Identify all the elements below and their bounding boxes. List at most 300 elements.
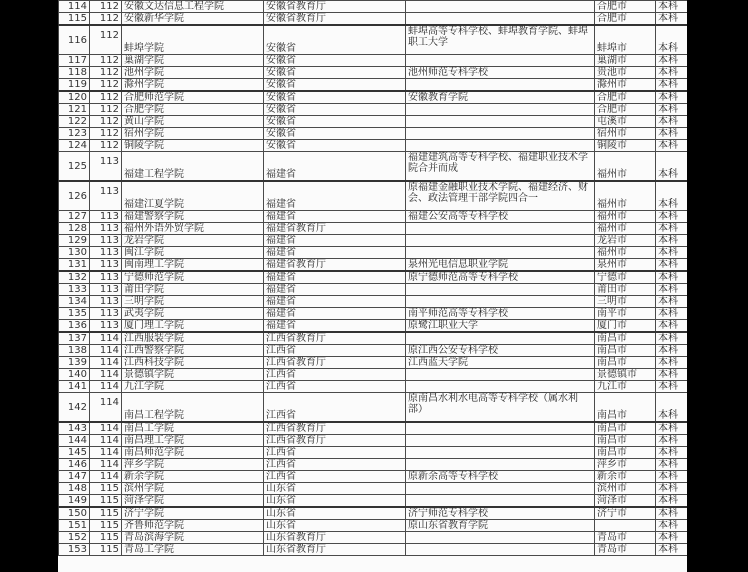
school-name-cell[interactable]: 宁德师范学院 xyxy=(122,271,264,284)
province-code-cell[interactable]: 114 xyxy=(90,369,122,381)
city-cell[interactable]: 合肥市 xyxy=(595,1,656,13)
city-cell[interactable]: 南昌市 xyxy=(595,332,656,345)
province-code-cell[interactable]: 115 xyxy=(90,495,122,508)
basis-cell[interactable]: 福建建筑高等专科学校、福建职业技术学院合并而成 xyxy=(406,152,595,182)
row-number-cell[interactable]: 119 xyxy=(59,79,90,92)
province-code-cell[interactable]: 113 xyxy=(90,296,122,308)
province-code-cell[interactable]: 114 xyxy=(90,447,122,459)
basis-cell[interactable] xyxy=(406,532,595,544)
table-row xyxy=(59,116,688,128)
row-number-cell[interactable]: 136 xyxy=(59,320,90,333)
basis-cell[interactable] xyxy=(406,369,595,381)
province-code-cell[interactable]: 114 xyxy=(90,345,122,357)
province-code-cell[interactable]: 112 xyxy=(90,25,122,55)
city-cell[interactable]: 铜陵市 xyxy=(595,140,656,152)
row-number-cell[interactable]: 115 xyxy=(59,13,90,26)
authority-cell[interactable]: 安徽省 xyxy=(264,140,406,152)
table-row xyxy=(59,271,688,284)
row-number-cell[interactable]: 150 xyxy=(59,507,90,520)
province-code-cell[interactable]: 112 xyxy=(90,116,122,128)
authority-cell[interactable]: 山东省 xyxy=(264,507,406,520)
authority-cell[interactable]: 山东省 xyxy=(264,495,406,508)
level-cell[interactable]: 本科 xyxy=(656,116,688,128)
school-name-cell[interactable]: 青岛滨海学院 xyxy=(122,532,264,544)
basis-cell[interactable]: 池州师范专科学校 xyxy=(406,67,595,79)
school-name-cell[interactable]: 江西服装学院 xyxy=(122,332,264,345)
authority-cell[interactable]: 山东省教育厅 xyxy=(264,544,406,556)
row-number-cell[interactable]: 153 xyxy=(59,544,90,556)
row-number-cell[interactable]: 147 xyxy=(59,471,90,483)
province-code-cell[interactable]: 113 xyxy=(90,211,122,223)
city-cell[interactable]: 南平市 xyxy=(595,308,656,320)
city-cell[interactable]: 合肥市 xyxy=(595,13,656,26)
province-code-cell[interactable]: 112 xyxy=(90,55,122,67)
row-number-cell[interactable]: 135 xyxy=(59,308,90,320)
city-cell[interactable]: 菏泽市 xyxy=(595,495,656,508)
province-code-cell[interactable]: 115 xyxy=(90,507,122,520)
province-code-cell[interactable]: 113 xyxy=(90,247,122,259)
basis-cell[interactable]: 福建公安高等专科学校 xyxy=(406,211,595,223)
city-cell[interactable]: 宁德市 xyxy=(595,271,656,284)
authority-cell[interactable]: 安徽省 xyxy=(264,116,406,128)
school-name-cell[interactable]: 济宁学院 xyxy=(122,507,264,520)
authority-cell[interactable]: 安徽省 xyxy=(264,104,406,116)
row-number-cell[interactable]: 151 xyxy=(59,520,90,532)
table-row xyxy=(59,332,688,345)
school-name-cell[interactable]: 龙岩学院 xyxy=(122,235,264,247)
level-cell[interactable]: 本科 xyxy=(656,369,688,381)
province-code-cell[interactable]: 112 xyxy=(90,1,122,13)
city-cell[interactable]: 巢湖市 xyxy=(595,55,656,67)
school-name-cell[interactable]: 景德镇学院 xyxy=(122,369,264,381)
level-cell[interactable]: 本科 xyxy=(656,507,688,520)
province-code-cell[interactable]: 112 xyxy=(90,128,122,140)
city-cell[interactable]: 福州市 xyxy=(595,181,656,211)
row-number-cell[interactable]: 126 xyxy=(59,181,90,211)
table-row xyxy=(59,152,688,182)
province-code-cell[interactable]: 114 xyxy=(90,332,122,345)
table-row xyxy=(59,320,688,333)
school-name-cell[interactable]: 南昌师范学院 xyxy=(122,447,264,459)
basis-cell[interactable]: 原宁德师范高等专科学校 xyxy=(406,271,595,284)
table-row xyxy=(59,435,688,447)
authority-cell[interactable]: 江西省 xyxy=(264,447,406,459)
basis-cell[interactable]: 江西蓝天学院 xyxy=(406,357,595,369)
basis-cell[interactable]: 原新余高等专科学校 xyxy=(406,471,595,483)
school-name-cell[interactable]: 江西警察学院 xyxy=(122,345,264,357)
authority-cell[interactable]: 安徽省教育厅 xyxy=(264,1,406,13)
basis-cell[interactable] xyxy=(406,116,595,128)
school-name-cell[interactable]: 池州学院 xyxy=(122,67,264,79)
school-name-cell[interactable]: 安徽新华学院 xyxy=(122,13,264,26)
level-cell[interactable]: 本科 xyxy=(656,181,688,211)
level-cell[interactable]: 本科 xyxy=(656,345,688,357)
level-cell[interactable]: 本科 xyxy=(656,471,688,483)
authority-cell[interactable]: 江西省 xyxy=(264,393,406,423)
city-cell[interactable]: 福州市 xyxy=(595,223,656,235)
table-row xyxy=(59,532,688,544)
basis-cell[interactable] xyxy=(406,284,595,296)
city-cell[interactable]: 贵池市 xyxy=(595,67,656,79)
school-name-cell[interactable]: 滨州学院 xyxy=(122,483,264,495)
row-number-cell[interactable]: 134 xyxy=(59,296,90,308)
authority-cell[interactable]: 安徽省 xyxy=(264,25,406,55)
authority-cell[interactable]: 福建省 xyxy=(264,247,406,259)
level-cell[interactable]: 本科 xyxy=(656,435,688,447)
basis-cell[interactable]: 原鹭江职业大学 xyxy=(406,320,595,333)
school-name-cell[interactable]: 菏泽学院 xyxy=(122,495,264,508)
row-number-cell[interactable]: 125 xyxy=(59,152,90,182)
row-number-cell[interactable]: 123 xyxy=(59,128,90,140)
basis-cell[interactable] xyxy=(406,544,595,556)
level-cell[interactable]: 本科 xyxy=(656,284,688,296)
row-number-cell[interactable]: 127 xyxy=(59,211,90,223)
city-cell[interactable]: 九江市 xyxy=(595,381,656,393)
level-cell[interactable]: 本科 xyxy=(656,104,688,116)
basis-cell[interactable] xyxy=(406,435,595,447)
basis-cell[interactable] xyxy=(406,247,595,259)
table-row xyxy=(59,104,688,116)
authority-cell[interactable]: 福建省 xyxy=(264,271,406,284)
authority-cell[interactable]: 江西省 xyxy=(264,369,406,381)
level-cell[interactable]: 本科 xyxy=(656,25,688,55)
school-name-cell[interactable]: 闽南理工学院 xyxy=(122,259,264,272)
level-cell[interactable]: 本科 xyxy=(656,235,688,247)
authority-cell[interactable]: 山东省 xyxy=(264,483,406,495)
basis-cell[interactable]: 原江西公安专科学校 xyxy=(406,345,595,357)
province-code-cell[interactable]: 113 xyxy=(90,181,122,211)
basis-cell[interactable]: 南平师范高等专科学校 xyxy=(406,308,595,320)
table-row xyxy=(59,1,688,13)
city-cell[interactable]: 合肥市 xyxy=(595,104,656,116)
level-cell[interactable]: 本科 xyxy=(656,67,688,79)
row-number-cell[interactable]: 132 xyxy=(59,271,90,284)
province-code-cell[interactable]: 112 xyxy=(90,104,122,116)
row-number-cell[interactable]: 152 xyxy=(59,532,90,544)
authority-cell[interactable]: 福建省 xyxy=(264,296,406,308)
school-name-cell[interactable]: 福州外语外贸学院 xyxy=(122,223,264,235)
row-number-cell[interactable]: 116 xyxy=(59,25,90,55)
province-code-cell[interactable]: 113 xyxy=(90,223,122,235)
row-number-cell[interactable]: 118 xyxy=(59,67,90,79)
authority-cell[interactable]: 安徽省 xyxy=(264,91,406,104)
level-cell[interactable]: 本科 xyxy=(656,532,688,544)
authority-cell[interactable]: 福建省教育厅 xyxy=(264,223,406,235)
school-name-cell[interactable]: 武夷学院 xyxy=(122,308,264,320)
basis-cell[interactable] xyxy=(406,422,595,435)
basis-cell[interactable]: 济宁师范专科学校 xyxy=(406,507,595,520)
school-name-cell[interactable]: 合肥学院 xyxy=(122,104,264,116)
city-cell[interactable]: 福州市 xyxy=(595,152,656,182)
level-cell[interactable]: 本科 xyxy=(656,320,688,333)
level-cell[interactable]: 本科 xyxy=(656,357,688,369)
province-code-cell[interactable]: 113 xyxy=(90,271,122,284)
school-name-cell[interactable]: 青岛工学院 xyxy=(122,544,264,556)
school-name-cell[interactable]: 闽江学院 xyxy=(122,247,264,259)
authority-cell[interactable]: 福建省 xyxy=(264,211,406,223)
province-code-cell[interactable]: 114 xyxy=(90,422,122,435)
row-number-cell[interactable]: 142 xyxy=(59,393,90,423)
province-code-cell[interactable]: 114 xyxy=(90,471,122,483)
row-number-cell[interactable]: 149 xyxy=(59,495,90,508)
school-name-cell[interactable]: 蚌埠学院 xyxy=(122,25,264,55)
city-cell[interactable]: 南昌市 xyxy=(595,393,656,423)
level-cell[interactable]: 本科 xyxy=(656,140,688,152)
province-code-cell[interactable]: 114 xyxy=(90,381,122,393)
level-cell[interactable]: 本科 xyxy=(656,447,688,459)
city-cell[interactable]: 景德镇市 xyxy=(595,369,656,381)
province-code-cell[interactable]: 114 xyxy=(90,435,122,447)
row-number-cell[interactable]: 145 xyxy=(59,447,90,459)
city-cell[interactable]: 泉州市 xyxy=(595,259,656,272)
city-cell[interactable]: 青岛市 xyxy=(595,532,656,544)
province-code-cell[interactable]: 114 xyxy=(90,393,122,423)
level-cell[interactable]: 本科 xyxy=(656,247,688,259)
city-cell[interactable]: 厦门市 xyxy=(595,320,656,333)
basis-cell[interactable]: 原山东省教育学院 xyxy=(406,520,595,532)
row-number-cell[interactable]: 121 xyxy=(59,104,90,116)
school-name-cell[interactable]: 南昌工程学院 xyxy=(122,393,264,423)
table-row xyxy=(59,459,688,471)
authority-cell[interactable]: 福建省 xyxy=(264,320,406,333)
province-code-cell[interactable]: 112 xyxy=(90,13,122,26)
level-cell[interactable]: 本科 xyxy=(656,459,688,471)
province-code-cell[interactable]: 114 xyxy=(90,459,122,471)
city-cell[interactable]: 宿州市 xyxy=(595,128,656,140)
level-cell[interactable]: 本科 xyxy=(656,223,688,235)
row-number-cell[interactable]: 122 xyxy=(59,116,90,128)
school-name-cell[interactable]: 福建工程学院 xyxy=(122,152,264,182)
school-name-cell[interactable]: 九江学院 xyxy=(122,381,264,393)
level-cell[interactable]: 本科 xyxy=(656,271,688,284)
school-name-cell[interactable]: 三明学院 xyxy=(122,296,264,308)
row-number-cell[interactable]: 137 xyxy=(59,332,90,345)
row-number-cell[interactable]: 148 xyxy=(59,483,90,495)
authority-cell[interactable]: 江西省教育厅 xyxy=(264,332,406,345)
level-cell[interactable]: 本科 xyxy=(656,381,688,393)
basis-cell[interactable] xyxy=(406,128,595,140)
basis-cell[interactable] xyxy=(406,296,595,308)
authority-cell[interactable]: 安徽省 xyxy=(264,79,406,92)
school-name-cell[interactable]: 新余学院 xyxy=(122,471,264,483)
city-cell[interactable]: 合肥市 xyxy=(595,91,656,104)
authority-cell[interactable]: 江西省教育厅 xyxy=(264,422,406,435)
province-code-cell[interactable]: 113 xyxy=(90,308,122,320)
province-code-cell[interactable]: 113 xyxy=(90,152,122,182)
authority-cell[interactable]: 江西省教育厅 xyxy=(264,357,406,369)
province-code-cell[interactable]: 112 xyxy=(90,67,122,79)
city-cell[interactable]: 屯溪市 xyxy=(595,116,656,128)
basis-cell[interactable] xyxy=(406,1,595,13)
city-cell[interactable]: 南昌市 xyxy=(595,422,656,435)
authority-cell[interactable]: 山东省教育厅 xyxy=(264,532,406,544)
authority-cell[interactable]: 安徽省 xyxy=(264,67,406,79)
province-code-cell[interactable]: 112 xyxy=(90,140,122,152)
city-cell[interactable]: 南昌市 xyxy=(595,435,656,447)
authority-cell[interactable]: 福建省 xyxy=(264,152,406,182)
school-name-cell[interactable]: 厦门理工学院 xyxy=(122,320,264,333)
table-row xyxy=(59,55,688,67)
city-cell[interactable]: 南昌市 xyxy=(595,447,656,459)
basis-cell[interactable]: 原南昌水利水电高等专科学校（属水利部） xyxy=(406,393,595,423)
school-name-cell[interactable]: 铜陵学院 xyxy=(122,140,264,152)
province-code-cell[interactable]: 115 xyxy=(90,483,122,495)
basis-cell[interactable] xyxy=(406,104,595,116)
school-name-cell[interactable]: 福建警察学院 xyxy=(122,211,264,223)
table-row xyxy=(59,128,688,140)
table-row xyxy=(59,471,688,483)
city-cell[interactable] xyxy=(595,520,656,532)
province-code-cell[interactable]: 113 xyxy=(90,259,122,272)
basis-cell[interactable]: 泉州光电信息职业学院 xyxy=(406,259,595,272)
level-cell[interactable]: 本科 xyxy=(656,495,688,508)
city-cell[interactable]: 龙岩市 xyxy=(595,235,656,247)
province-code-cell[interactable]: 113 xyxy=(90,235,122,247)
province-code-cell[interactable]: 114 xyxy=(90,357,122,369)
city-cell[interactable]: 滨州市 xyxy=(595,483,656,495)
authority-cell[interactable]: 安徽省教育厅 xyxy=(264,13,406,26)
table-row xyxy=(59,345,688,357)
province-code-cell[interactable]: 113 xyxy=(90,284,122,296)
table-row xyxy=(59,284,688,296)
authority-cell[interactable]: 江西省教育厅 xyxy=(264,435,406,447)
basis-cell[interactable] xyxy=(406,223,595,235)
row-number-cell[interactable]: 144 xyxy=(59,435,90,447)
school-name-cell[interactable]: 南昌工学院 xyxy=(122,422,264,435)
basis-cell[interactable] xyxy=(406,381,595,393)
level-cell[interactable]: 本科 xyxy=(656,79,688,92)
province-code-cell[interactable]: 112 xyxy=(90,91,122,104)
row-number-cell[interactable]: 143 xyxy=(59,422,90,435)
school-name-cell[interactable]: 宿州学院 xyxy=(122,128,264,140)
level-cell[interactable]: 本科 xyxy=(656,259,688,272)
level-cell[interactable]: 本科 xyxy=(656,308,688,320)
school-name-cell[interactable]: 滁州学院 xyxy=(122,79,264,92)
school-name-cell[interactable]: 萍乡学院 xyxy=(122,459,264,471)
authority-cell[interactable]: 江西省 xyxy=(264,381,406,393)
province-code-cell[interactable]: 113 xyxy=(90,320,122,333)
authority-cell[interactable]: 福建省教育厅 xyxy=(264,259,406,272)
city-cell[interactable]: 青岛市 xyxy=(595,544,656,556)
table-row xyxy=(59,544,688,556)
level-cell[interactable]: 本科 xyxy=(656,296,688,308)
authority-cell[interactable]: 安徽省 xyxy=(264,128,406,140)
level-cell[interactable]: 本科 xyxy=(656,393,688,423)
basis-cell[interactable] xyxy=(406,459,595,471)
province-code-cell[interactable]: 115 xyxy=(90,544,122,556)
basis-cell[interactable]: 安徽教育学院 xyxy=(406,91,595,104)
level-cell[interactable]: 本科 xyxy=(656,211,688,223)
authority-cell[interactable]: 福建省 xyxy=(264,235,406,247)
authority-cell[interactable]: 江西省 xyxy=(264,459,406,471)
city-cell[interactable]: 蚌埠市 xyxy=(595,25,656,55)
school-name-cell[interactable]: 福建江夏学院 xyxy=(122,181,264,211)
level-cell[interactable]: 本科 xyxy=(656,55,688,67)
row-number-cell[interactable]: 138 xyxy=(59,345,90,357)
authority-cell[interactable]: 福建省 xyxy=(264,181,406,211)
basis-cell[interactable] xyxy=(406,79,595,92)
city-cell[interactable]: 南昌市 xyxy=(595,345,656,357)
authority-cell[interactable]: 山东省 xyxy=(264,520,406,532)
authority-cell[interactable]: 江西省 xyxy=(264,471,406,483)
level-cell[interactable]: 本科 xyxy=(656,152,688,182)
basis-cell[interactable] xyxy=(406,140,595,152)
level-cell[interactable]: 本科 xyxy=(656,422,688,435)
city-cell[interactable]: 三明市 xyxy=(595,296,656,308)
basis-cell[interactable] xyxy=(406,447,595,459)
basis-cell[interactable]: 蚌埠高等专科学校、蚌埠教育学院、蚌埠职工大学 xyxy=(406,25,595,55)
province-code-cell[interactable]: 112 xyxy=(90,79,122,92)
level-cell[interactable]: 本科 xyxy=(656,332,688,345)
row-number-cell[interactable]: 128 xyxy=(59,223,90,235)
school-name-cell[interactable]: 安徽文达信息工程学院 xyxy=(122,1,264,13)
basis-cell[interactable] xyxy=(406,332,595,345)
city-cell[interactable]: 莆田市 xyxy=(595,284,656,296)
level-cell[interactable]: 本科 xyxy=(656,128,688,140)
school-name-cell[interactable]: 黄山学院 xyxy=(122,116,264,128)
city-cell[interactable]: 南昌市 xyxy=(595,357,656,369)
level-cell[interactable]: 本科 xyxy=(656,544,688,556)
city-cell[interactable]: 新余市 xyxy=(595,471,656,483)
province-code-cell[interactable]: 115 xyxy=(90,532,122,544)
table-row xyxy=(59,369,688,381)
authority-cell[interactable]: 福建省 xyxy=(264,308,406,320)
basis-cell[interactable] xyxy=(406,55,595,67)
basis-cell[interactable] xyxy=(406,235,595,247)
basis-cell[interactable] xyxy=(406,495,595,508)
city-cell[interactable]: 萍乡市 xyxy=(595,459,656,471)
school-name-cell[interactable]: 莆田学院 xyxy=(122,284,264,296)
school-name-cell[interactable]: 江西科技学院 xyxy=(122,357,264,369)
row-number-cell[interactable]: 120 xyxy=(59,91,90,104)
school-name-cell[interactable]: 齐鲁师范学院 xyxy=(122,520,264,532)
spreadsheet-sheet xyxy=(58,0,687,572)
level-cell[interactable]: 本科 xyxy=(656,520,688,532)
province-code-cell[interactable]: 115 xyxy=(90,520,122,532)
authority-cell[interactable]: 福建省 xyxy=(264,284,406,296)
row-number-cell[interactable]: 139 xyxy=(59,357,90,369)
row-number-cell[interactable]: 130 xyxy=(59,247,90,259)
city-cell[interactable]: 福州市 xyxy=(595,211,656,223)
authority-cell[interactable]: 江西省 xyxy=(264,345,406,357)
level-cell[interactable]: 本科 xyxy=(656,483,688,495)
row-number-cell[interactable]: 133 xyxy=(59,284,90,296)
city-cell[interactable]: 福州市 xyxy=(595,247,656,259)
row-number-cell[interactable]: 140 xyxy=(59,369,90,381)
basis-cell[interactable] xyxy=(406,13,595,26)
row-number-cell[interactable]: 141 xyxy=(59,381,90,393)
level-cell[interactable]: 本科 xyxy=(656,13,688,26)
row-number-cell[interactable]: 117 xyxy=(59,55,90,67)
row-number-cell[interactable]: 114 xyxy=(59,1,90,13)
basis-cell[interactable] xyxy=(406,483,595,495)
school-name-cell[interactable]: 合肥师范学院 xyxy=(122,91,264,104)
school-name-cell[interactable]: 巢湖学院 xyxy=(122,55,264,67)
city-cell[interactable]: 济宁市 xyxy=(595,507,656,520)
level-cell[interactable]: 本科 xyxy=(656,91,688,104)
row-number-cell[interactable]: 146 xyxy=(59,459,90,471)
school-name-cell[interactable]: 南昌理工学院 xyxy=(122,435,264,447)
city-cell[interactable]: 滁州市 xyxy=(595,79,656,92)
row-number-cell[interactable]: 129 xyxy=(59,235,90,247)
authority-cell[interactable]: 安徽省 xyxy=(264,55,406,67)
table-row xyxy=(59,259,688,272)
table-row xyxy=(59,495,688,508)
row-number-cell[interactable]: 124 xyxy=(59,140,90,152)
basis-cell[interactable]: 原福建金融职业技术学院、福建经济、财会、政法管理干部学院四合一 xyxy=(406,181,595,211)
row-number-cell[interactable]: 131 xyxy=(59,259,90,272)
level-cell[interactable]: 本科 xyxy=(656,1,688,13)
